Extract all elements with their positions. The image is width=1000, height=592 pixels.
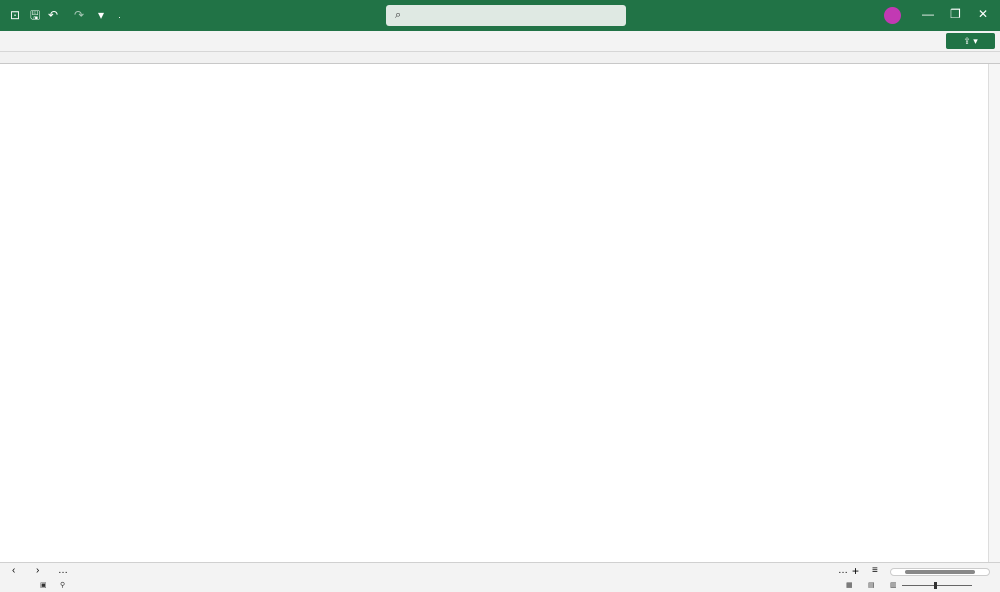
undo-icon[interactable]: ↶ [48, 8, 59, 22]
ribbon-tabs [0, 31, 1000, 52]
avatar[interactable] [884, 7, 901, 24]
page-layout-view-icon[interactable]: ▤ [868, 582, 875, 589]
column-header [0, 52, 1000, 64]
vertical-scrollbar[interactable] [988, 64, 1000, 564]
window-title: · [118, 12, 121, 22]
normal-view-icon[interactable]: ▦ [846, 582, 853, 589]
close-icon[interactable]: ✕ [978, 7, 989, 21]
accessibility-icon[interactable]: ⚲ [60, 582, 66, 589]
search-icon: ⌕ [395, 9, 402, 21]
search-box[interactable] [386, 5, 626, 26]
autosave-icon[interactable]: ⊡ [10, 8, 21, 22]
more-sheets-right-icon[interactable]: … [838, 565, 848, 576]
add-sheet-icon[interactable]: + [852, 564, 860, 578]
status-bar [0, 580, 1000, 592]
scroll-left-icon[interactable]: ‹ [12, 565, 16, 576]
customize-toolbar-icon[interactable]: ▾ [98, 8, 105, 22]
save-icon[interactable]: 🖫 [30, 8, 41, 22]
scroll-right-icon[interactable]: › [36, 565, 40, 576]
restore-icon[interactable]: ❐ [950, 7, 961, 21]
zoom-slider[interactable] [902, 585, 972, 586]
redo-icon[interactable]: ↷ [74, 8, 85, 22]
horizontal-scrollbar[interactable] [890, 568, 990, 576]
page-break-view-icon[interactable]: ▥ [890, 582, 897, 589]
share-button[interactable]: ⇪ ▾ [946, 33, 995, 49]
sheet-list-icon[interactable]: ≡ [872, 565, 878, 576]
more-sheets-icon[interactable]: … [58, 565, 68, 576]
sheet-tab-bar [0, 562, 1000, 580]
macro-icon[interactable]: ▣ [40, 582, 47, 589]
minimize-icon[interactable]: — [922, 7, 934, 21]
title-bar [0, 0, 1000, 31]
